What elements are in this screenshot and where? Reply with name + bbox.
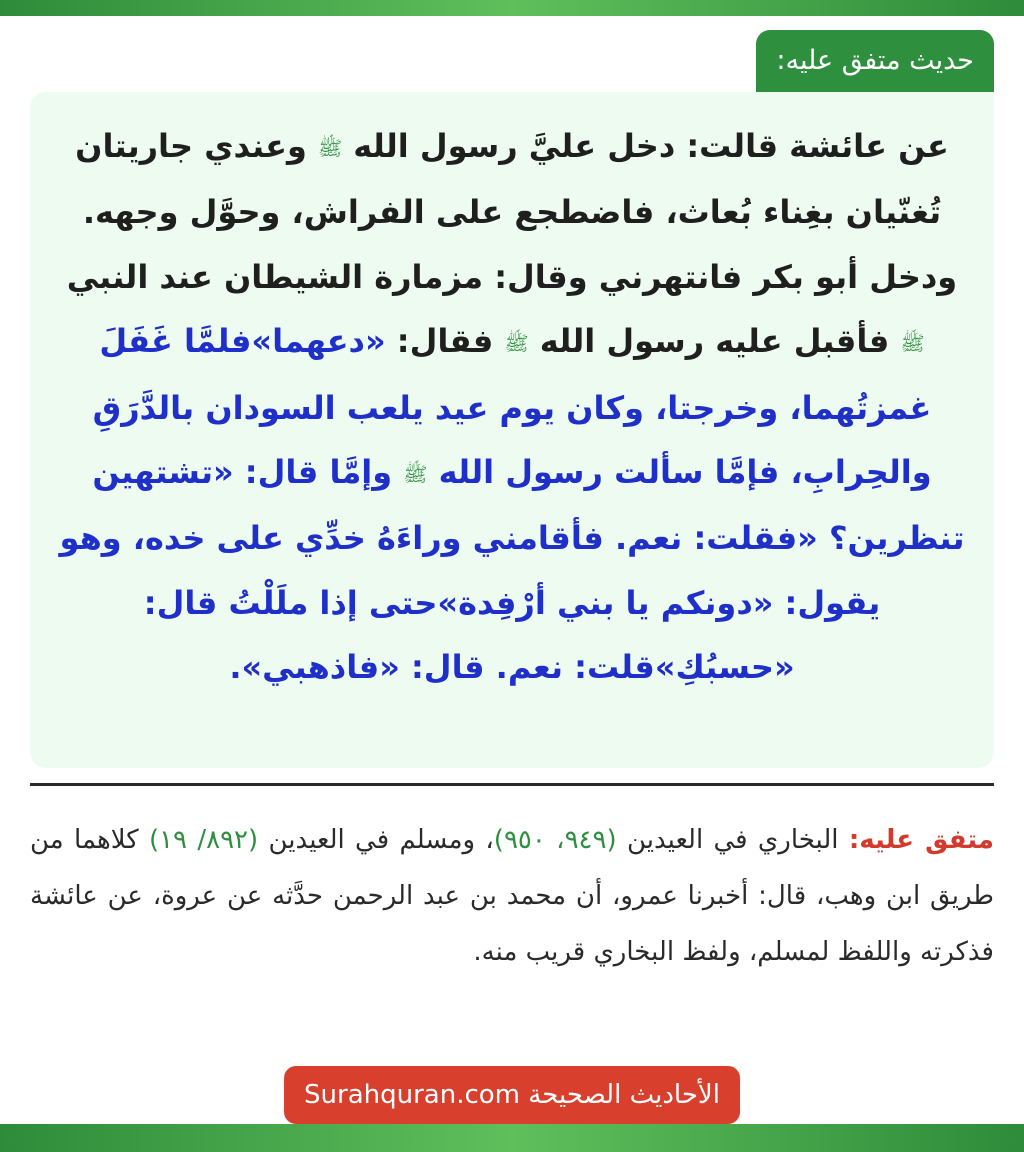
top-decor-bar — [0, 0, 1024, 16]
salawat-symbol: ﷺ — [317, 135, 343, 160]
hadith-part-4: فقال: — [396, 322, 494, 361]
hadith-text-box — [30, 92, 994, 768]
section-divider — [30, 783, 994, 786]
bottom-decor-bar — [0, 1124, 1024, 1152]
source-reference — [30, 812, 994, 980]
hadith-type-label: حديث متفق عليه: — [756, 30, 994, 92]
hadith-part-3: فأقبل عليه رسول الله — [539, 322, 890, 361]
source-ref-1: (٩٤٩، ٩٥٠) — [493, 825, 617, 855]
site-badge: الأحاديث الصحيحة Surahquran.com — [284, 1066, 740, 1124]
hadith-part-2: وعندي جاريتان تُغنّيان بغِناء بُعاث، فاضطجع على الفراش، وحوَّل وجهه. ودخل أبو بكر فانتهرني وقال: مزمارة الشيطان عند النبي — [66, 127, 958, 296]
hadith-quote-1: «دعهما»فلمَّا غَفَلَ غمزتُهما، وخرجتا، وكان يوم عيد يلعب السودان بالدَّرَقِ والحِرابِ، فإمَّا سألت رسول الله — [92, 322, 932, 491]
hadith-part-1: عن عائشة قالت: دخل عليَّ رسول الله — [353, 127, 949, 165]
source-text-1: البخاري في العيدين — [626, 825, 839, 855]
source-text-3: كلاهما من طريق ابن وهب، قال: أخبرنا عمرو، أن محمد بن عبد الرحمن حدَّثه عن عروة، عن عائشة فذكرته واللفظ لمسلم، ولفظ البخاري قريب منه. — [30, 825, 994, 967]
salawat-symbol: ﷺ — [504, 331, 529, 355]
source-label: متفق عليه: — [848, 825, 994, 855]
hadith-quote-2: وإمَّا قال: «تشتهين تنظرين؟ «فقلت: نعم. فأقامني وراءَهُ خدِّي على خده، وهو يقول: «دونكم يا بني أرْفِدة»حتى إذا ملَلْتُ قال: «حسبُكِ»قلت: نعم. قال: «فاذهبي». — [59, 453, 965, 687]
source-ref-2: (٨٩٢/ ١٩) — [148, 825, 259, 855]
hadith-text — [56, 114, 968, 700]
salawat-symbol: ﷺ — [900, 331, 925, 355]
salawat-symbol: ﷺ — [403, 461, 428, 486]
source-text-2: ، ومسلم في العيدين — [268, 825, 494, 855]
